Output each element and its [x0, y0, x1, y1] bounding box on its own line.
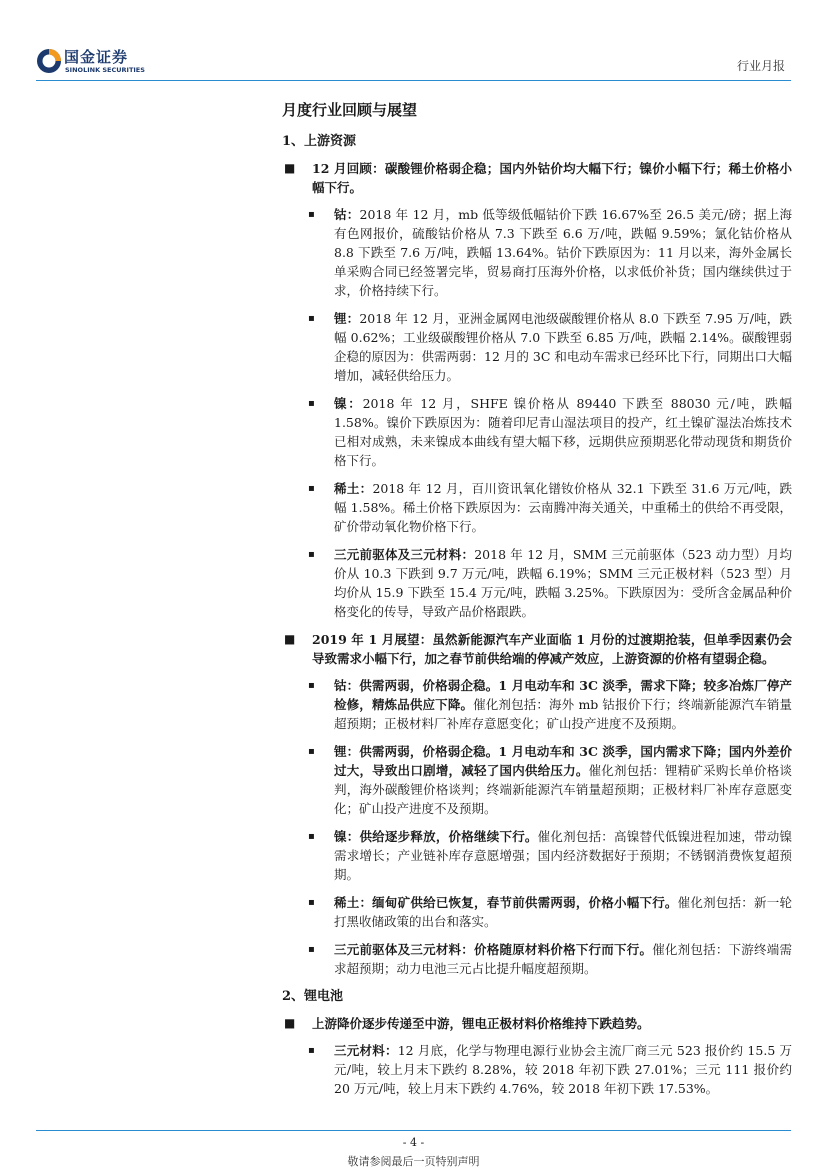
small-square-bullet-icon: ▪ — [308, 209, 315, 220]
report-type-label: 行业月报 — [736, 59, 785, 73]
square-bullet-icon: ■ — [284, 632, 296, 646]
small-square-bullet-icon: ▪ — [308, 897, 315, 908]
square-bullet-icon: ■ — [284, 161, 296, 175]
small-square-bullet-icon: ▪ — [308, 398, 315, 409]
list-item — [282, 893, 792, 931]
item-key: 三元前驱体及三元材料：价格随原材料价格下行而下行。 — [334, 942, 653, 957]
item-text: 催化剂包括：新一轮打黑收储政策的出台和落实。 — [334, 895, 792, 929]
dec-review-heading — [282, 159, 792, 197]
page-number: - 4 - — [402, 1136, 425, 1149]
item-key: 钴： — [334, 207, 360, 222]
square-bullet-icon: ■ — [284, 1016, 296, 1030]
footer-disclaimer: 敬请参阅最后一页特别声明 — [347, 1155, 480, 1168]
list-item — [282, 309, 792, 385]
item-text: 2018 年 12 月，SMM 三元前驱体（523 动力型）月均价从 10.3 下跌到 9.7 万元/吨，跌幅 6.19%；SMM 三元正极材料（523 型）月均价从 15.9 下跌至 15.4 万元/吨，跌幅 3.25%。下跌原因为：受所含金属品种价格变化的传导，导致产品价格跟跌。 — [334, 547, 792, 619]
jan-outlook-text: 2019 年 1 月展望：虽然新能源汽车产业面临 1 月份的过渡期抢装，但单季因素仍会导致需求小幅下行，加之春节前供给端的停减产效应，上游资源的价格有望弱企稳。 — [312, 632, 792, 666]
item-text: 催化剂包括：锂精矿采购长单价格谈判，海外碳酸锂价格谈判；终端新能源汽车销量超预期；正极材料厂补库存意愿变化；矿山投产进度不及预期。 — [334, 763, 792, 816]
small-square-bullet-icon: ▪ — [308, 944, 315, 955]
item-text: 2018 年 12 月，亚洲金属网电池级碳酸锂价格从 8.0 下跌至 7.95 万/吨，跌幅 0.62%；工业级碳酸锂价格从 7.0 下跌至 6.85 万/吨，跌幅 2.14%。碳酸锂弱企稳的原因为：供需两弱：12 月的 3C 和电动车需求已经环比下行，同期出口大幅增加，减轻供给压力。 — [334, 311, 792, 383]
list-item — [282, 827, 792, 884]
small-square-bullet-icon: ▪ — [308, 313, 315, 324]
item-text: 催化剂包括：下游终端需求超预期；动力电池三元占比提升幅度超预期。 — [334, 942, 792, 976]
item-key: 镍： — [334, 396, 363, 411]
list-item — [282, 545, 792, 621]
small-square-bullet-icon: ▪ — [308, 483, 315, 494]
jan-outlook-heading — [282, 630, 792, 668]
item-key: 三元材料： — [334, 1043, 398, 1058]
small-square-bullet-icon: ▪ — [308, 1045, 315, 1056]
list-item — [282, 394, 792, 470]
small-square-bullet-icon: ▪ — [308, 549, 315, 560]
item-text: 催化剂包括：海外 mb 钴报价下行；终端新能源汽车销量超预期；正极材料厂补库存意愿变化；矿山投产进度不及预期。 — [334, 697, 792, 731]
item-key: 锂：供需两弱，价格弱企稳。1 月电动车和 3C 淡季，国内需求下降；国内外差价过大，导致出口剧增，减轻了国内供给压力。 — [334, 744, 792, 778]
list-item — [282, 479, 792, 536]
page-title: 月度行业回顾与展望 — [282, 101, 418, 119]
footer-divider — [36, 1130, 791, 1131]
small-square-bullet-icon: ▪ — [308, 831, 315, 842]
item-key: 钴：供需两弱，价格弱企稳。1 月电动车和 3C 淡季，需求下降；较多冶炼厂停产检修，精炼品供应下降。 — [334, 678, 792, 712]
item-text: 2018 年 12 月，百川资讯氧化镨钕价格从 32.1 下跌至 31.6 万元/吨，跌幅 1.58%。稀土价格下跌原因为：云南腾冲海关通关，中重稀土的供给不再受限，矿价带动氧化物价格下行。 — [334, 481, 792, 534]
item-key: 镍：供给逐步释放，价格继续下行。 — [334, 829, 538, 844]
item-key: 三元前驱体及三元材料： — [334, 547, 475, 562]
logo-english-name: SINOLINK SECURITIES — [65, 66, 145, 74]
item-key: 锂： — [334, 311, 360, 326]
section-title-upstream: 1、上游资源 — [282, 134, 357, 149]
item-text: 催化剂包括：高镍替代低镍进程加速，带动镍需求增长；产业链补库存意愿增强；国内经济数据好于预期；不锈钢消费恢复超预期。 — [334, 829, 792, 882]
battery-summary-heading — [282, 1014, 792, 1033]
list-item — [282, 742, 792, 818]
page-header — [0, 0, 827, 84]
company-logo — [36, 48, 166, 78]
header-divider — [36, 80, 791, 81]
item-text: 12 月底，化学与物理电源行业协会主流厂商三元 523 报价约 15.5 万元/吨，较上月末下跌约 8.28%，较 2018 年初下跌 27.01%；三元 111 报价约 20 万元/吨，较上月末下跌约 4.76%，较 2018 年初下跌 17.53%。 — [334, 1043, 792, 1096]
small-square-bullet-icon: ▪ — [308, 680, 315, 691]
item-text: 2018 年 12 月，mb 低等级低幅钴价下跌 16.67%至 26.5 美元/磅；据上海有色网报价，硫酸钴价格从 7.3 下跌至 6.6 万/吨，跌幅 9.59%；氯化钴价格从 8.8 下跌至 7.6 万/吨，跌幅 13.64%。钴价下跌原因为：11 月以来，海外金属长单采购合同已经签署完毕，贸易商打压海外价格，以求低价补货；国内继续供过于求，价格持续下行。 — [334, 207, 792, 298]
logo-mark-icon — [36, 48, 62, 74]
list-item — [282, 940, 792, 978]
list-item — [282, 205, 792, 300]
main-content — [282, 98, 792, 1107]
list-item — [282, 676, 792, 733]
section-title-battery: 2、锂电池 — [282, 989, 344, 1004]
item-key: 稀土：缅甸矿供给已恢复，春节前供需两弱，价格小幅下行。 — [334, 895, 678, 910]
battery-summary-text: 上游降价逐步传递至中游，锂电正极材料价格维持下跌趋势。 — [312, 1016, 650, 1031]
list-item — [282, 1041, 792, 1098]
logo-chinese-name: 国金证券 — [64, 48, 129, 66]
small-square-bullet-icon: ▪ — [308, 746, 315, 757]
item-key: 稀土： — [334, 481, 373, 496]
dec-review-text: 12 月回顾：碳酸锂价格弱企稳；国内外钴价均大幅下行；镍价小幅下行；稀土价格小幅下行。 — [312, 161, 792, 195]
item-text: 2018 年 12 月，SHFE 镍价格从 89440 下跌至 88030 元/吨，跌幅 1.58%。镍价下跌原因为：随着印尼青山湿法项目的投产，红土镍矿湿法冶炼技术已相对成熟，未来镍成本曲线有望大幅下移，远期供应预期恶化带动现货和期货价格下行。 — [334, 396, 792, 468]
